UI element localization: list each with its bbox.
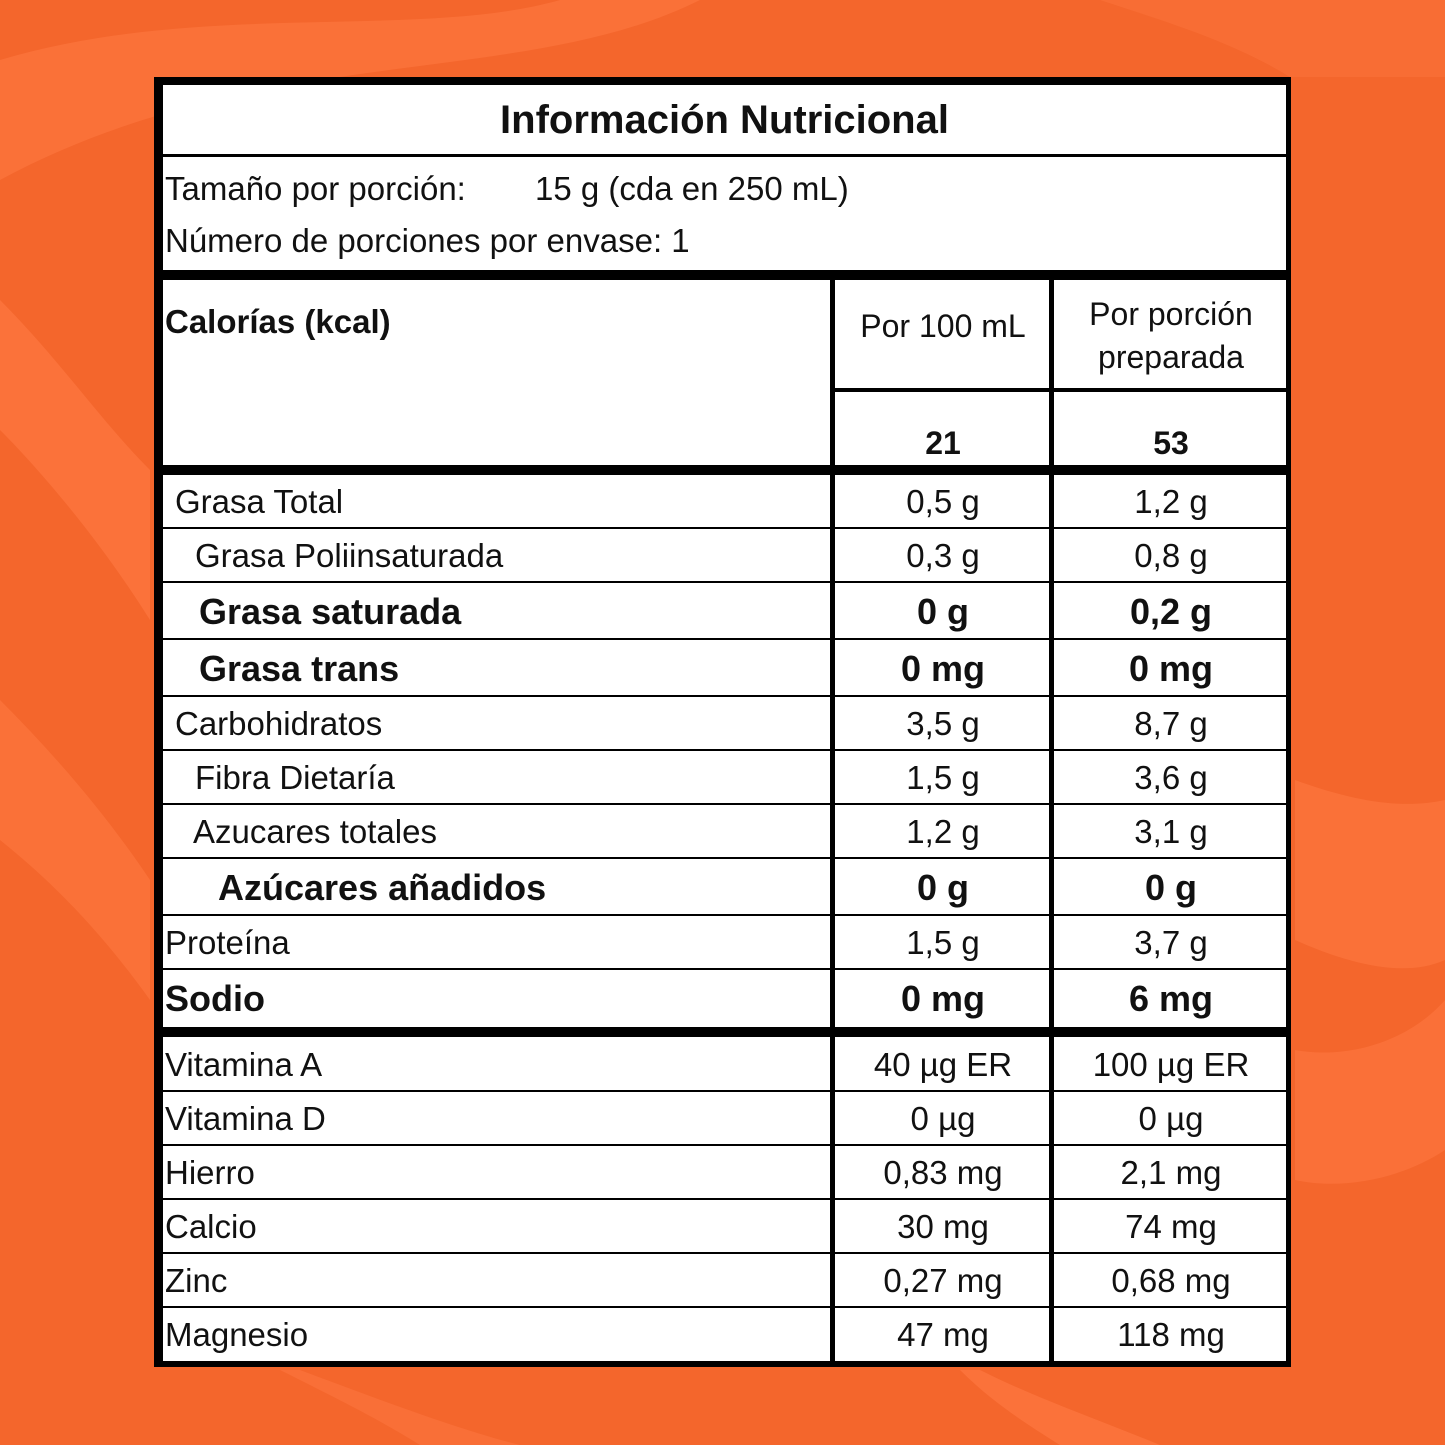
- value-per-portion: 0 µg: [1138, 1100, 1204, 1137]
- column-header-per-portion: [1056, 293, 1286, 379]
- value-per-portion: 1,2 g: [1134, 483, 1208, 520]
- value-per-portion: 74 mg: [1125, 1208, 1217, 1245]
- nutrition-label-body: [163, 85, 1286, 1361]
- nutrient-label: Azúcares añadidos: [218, 866, 547, 908]
- nutrient-label: Grasa saturada: [199, 590, 462, 632]
- nutrient-label: Grasa trans: [199, 647, 400, 689]
- nutrient-row: [163, 751, 1286, 805]
- servings-per-container: Número de porciones por envase: 1: [165, 222, 690, 259]
- nutrient-label: Sodio: [165, 977, 265, 1019]
- micronutrient-row: [163, 1200, 1286, 1254]
- micronutrient-row: [163, 1254, 1286, 1308]
- value-per-100ml: 0 mg: [900, 977, 986, 1019]
- micronutrient-row: [163, 1092, 1286, 1146]
- micronutrient-row: [163, 1146, 1286, 1200]
- thick-divider: [163, 270, 1286, 280]
- value-per-portion: 3,1 g: [1134, 813, 1208, 850]
- value-per-100ml: 0 g: [916, 590, 969, 632]
- value-per-portion: 3,7 g: [1134, 924, 1208, 961]
- nutrient-label: Zinc: [165, 1262, 228, 1299]
- micronutrient-row: [163, 1038, 1286, 1092]
- column-header-per-100ml: Por 100 mL: [860, 308, 1026, 344]
- calories-per-100ml: 21: [925, 425, 961, 461]
- value-per-100ml: 0,3 g: [906, 537, 980, 574]
- value-per-100ml: 0 µg: [910, 1100, 976, 1137]
- value-per-portion: 3,6 g: [1134, 759, 1208, 796]
- value-per-100ml: 0 g: [916, 866, 969, 908]
- value-per-100ml: 47 mg: [897, 1316, 989, 1353]
- nutrient-label: Magnesio: [165, 1316, 309, 1353]
- value-per-100ml: 30 mg: [897, 1208, 989, 1245]
- nutrient-row: [163, 805, 1286, 859]
- nutrient-label: Calcio: [165, 1208, 257, 1245]
- value-per-portion: 0 g: [1144, 866, 1197, 908]
- nutrient-row: [163, 583, 1286, 640]
- value-per-portion: 100 µg ER: [1092, 1046, 1250, 1083]
- nutrition-label: [154, 77, 1291, 1367]
- nutrient-row: [163, 859, 1286, 916]
- column-divider-2: [1049, 280, 1054, 1361]
- serving-size-value: 15 g (cda en 250 mL): [535, 170, 849, 207]
- nutrient-row: [163, 916, 1286, 970]
- micronutrient-row: [163, 1308, 1286, 1361]
- value-per-portion: 0 mg: [1128, 647, 1214, 689]
- column-header-per-portion-line2: preparada: [1098, 339, 1244, 376]
- value-per-portion: 0,68 mg: [1111, 1262, 1231, 1299]
- value-per-100ml: 0 mg: [900, 647, 986, 689]
- thick-divider: [163, 1027, 1286, 1037]
- nutrient-row: [163, 529, 1286, 583]
- value-per-100ml: 0,83 mg: [883, 1154, 1003, 1191]
- nutrient-row: [163, 475, 1286, 529]
- value-per-100ml: 0,5 g: [906, 483, 980, 520]
- value-per-100ml: 0,27 mg: [883, 1262, 1003, 1299]
- thick-divider: [163, 465, 1286, 475]
- nutrient-row: [163, 970, 1286, 1027]
- value-per-100ml: 1,5 g: [906, 759, 980, 796]
- nutrient-label: Hierro: [165, 1154, 255, 1191]
- value-per-portion: 6 mg: [1128, 977, 1214, 1019]
- column-header-per-portion-line1: Por porción: [1089, 296, 1253, 332]
- value-per-100ml: 1,2 g: [906, 813, 980, 850]
- nutrient-row: [163, 697, 1286, 751]
- value-per-100ml: 40 µg ER: [873, 1046, 1013, 1083]
- nutrient-label: Vitamina D: [165, 1100, 326, 1137]
- column-divider-1: [830, 280, 835, 1361]
- value-per-portion: 0,2 g: [1129, 590, 1213, 632]
- value-per-100ml: 3,5 g: [906, 705, 980, 742]
- nutrient-label: Fibra Dietaría: [195, 759, 395, 796]
- divider: [163, 154, 1286, 157]
- serving-size-label: Tamaño por porción:: [165, 170, 466, 207]
- calories-per-portion: 53: [1153, 425, 1189, 461]
- nutrient-label: Grasa Total: [175, 483, 344, 520]
- nutrient-label: Azucares totales: [193, 813, 437, 850]
- header-divider: [834, 388, 1286, 392]
- value-per-portion: 118 mg: [1117, 1316, 1225, 1353]
- label-title: Información Nutricional: [500, 97, 949, 142]
- value-per-100ml: 1,5 g: [906, 924, 980, 961]
- value-per-portion: 0,8 g: [1134, 537, 1208, 574]
- value-per-portion: 2,1 mg: [1120, 1154, 1222, 1191]
- nutrient-row: [163, 640, 1286, 697]
- nutrient-label: Carbohidratos: [175, 705, 383, 742]
- nutrient-label: Grasa Poliinsaturada: [195, 537, 504, 574]
- calories-label: Calorías (kcal): [165, 303, 391, 340]
- value-per-portion: 8,7 g: [1134, 705, 1208, 742]
- nutrient-label: Proteína: [165, 924, 290, 961]
- nutrient-label: Vitamina A: [165, 1046, 323, 1083]
